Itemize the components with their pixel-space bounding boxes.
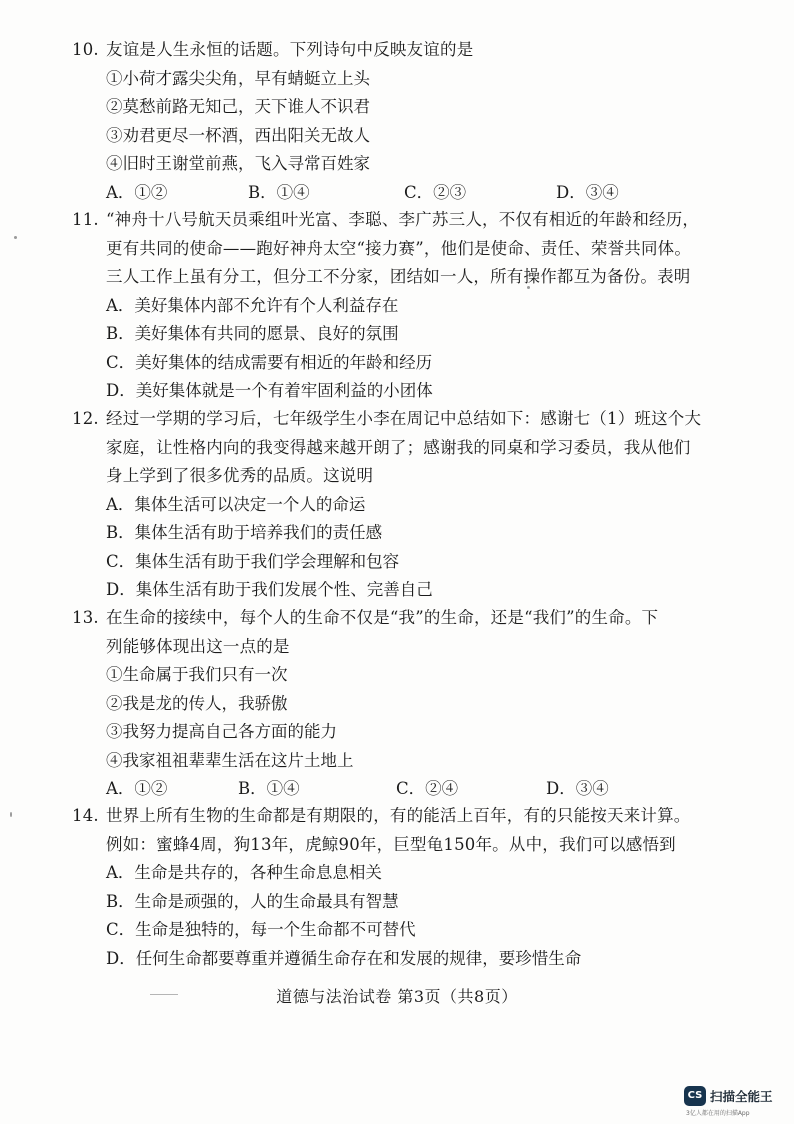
question-stem-line: 友谊是人生永恒的话题。下列诗句中反映友谊的是	[106, 40, 474, 59]
choice-a: A．①②	[106, 182, 168, 202]
choice-a: A．集体生活可以决定一个人的命运	[106, 494, 366, 514]
page-footer: 道德与法治试卷 第3页（共8页）	[276, 987, 518, 1006]
choice-c: C．②③	[404, 182, 467, 202]
choice-b: B．美好集体有共同的愿景、良好的氛围	[106, 324, 399, 343]
question-stem	[72, 405, 712, 434]
choice-a: A．美好集体内部不允许有个人利益存在	[106, 295, 399, 315]
scanner-name: 扫描全能王	[710, 1089, 773, 1104]
answer-choices	[72, 775, 712, 804]
question-stem-line: 例如：蜜蜂4周，狗13年，虎鲸90年，巨型龟150年。从中，我们可以感悟到	[106, 834, 676, 854]
statement-item: ④旧时王谢堂前燕，飞入寻常百姓家	[106, 154, 370, 173]
scan-speck	[14, 236, 17, 239]
choice-d: D．③④	[546, 779, 609, 798]
question-stem	[72, 802, 712, 831]
answer-choices	[72, 179, 712, 208]
question-number: 12.	[72, 409, 99, 428]
question-stem-line: 在生命的接续中，每个人的生命不仅是“我”的生命，还是“我们”的生命。下	[106, 608, 659, 627]
question-number: 13.	[72, 608, 99, 627]
choice-b: B．①④	[238, 779, 300, 798]
question-stem-line: 经过一学期的学习后，七年级学生小李在周记中总结如下：感谢七（1）班这个大	[106, 409, 702, 428]
question-stem-line: 家庭，让性格内向的我变得越来越开朗了；感谢我的同桌和学习委员，我从他们	[106, 437, 691, 457]
choice-b: B．生命是顽强的，人的生命最具有智慧	[106, 891, 399, 911]
scanner-watermark	[684, 1086, 790, 1120]
choice-b: B．①④	[248, 182, 310, 202]
choice-a: A．生命是共存的，各种生命息息相关	[106, 863, 382, 882]
scan-speck	[527, 286, 530, 289]
question-stem-line: 更有共同的使命——跑好神舟太空“接力赛”，他们是使命、责任、荣誉共同体。	[106, 238, 692, 258]
statement-item: ②我是龙的传人，我骄傲	[106, 693, 288, 713]
choice-d: D．任何生命都要尊重并遵循生命存在和发展的规律，要珍惜生命	[106, 948, 582, 968]
question-number: 10.	[72, 40, 99, 59]
question-stem-line: 三人工作上虽有分工，但分工不分家，团结如一人，所有操作都互为备份。表明	[106, 267, 691, 286]
question-stem-line: 列能够体现出这一点的是	[106, 636, 290, 656]
choice-c: C．生命是独特的，每一个生命都不可替代	[106, 920, 416, 939]
choice-a: A．①②	[106, 779, 168, 798]
choice-d: D．美好集体就是一个有着牢固利益的小团体	[106, 381, 433, 400]
question-10	[72, 36, 712, 207]
question-stem	[72, 36, 712, 65]
scanner-logo-icon: CS	[684, 1086, 706, 1106]
question-stem-line: 身上学到了很多优秀的品质。这说明	[106, 466, 374, 485]
scanner-tagline: 3亿人都在用的扫描App	[686, 1110, 750, 1117]
question-stem	[72, 604, 712, 633]
question-14	[72, 802, 712, 973]
statement-item: ③劝君更尽一杯酒，西出阳关无故人	[106, 125, 370, 145]
question-number: 14.	[72, 806, 99, 825]
choice-d: D．③④	[556, 182, 619, 202]
statement-item: ②莫愁前路无知己，天下谁人不识君	[106, 97, 370, 116]
statement-item: ①小荷才露尖尖角，早有蜻蜓立上头	[106, 68, 370, 88]
question-number: 11.	[72, 210, 99, 229]
statement-item: ④我家祖祖辈辈生活在这片土地上	[106, 750, 354, 770]
statement-item: ①生命属于我们只有一次	[106, 665, 288, 684]
question-13	[72, 604, 712, 804]
choice-c: C．美好集体的结成需要有相近的年龄和经历	[106, 352, 433, 372]
question-11	[72, 206, 712, 406]
question-12	[72, 405, 712, 605]
statement-item: ③我努力提高自己各方面的能力	[106, 722, 337, 741]
choice-d: D．集体生活有助于我们发展个性、完善自己	[106, 580, 433, 599]
question-stem-line: “神舟十八号航天员乘组叶光富、李聪、李广苏三人，不仅有相近的年龄和经历，	[106, 210, 700, 229]
choice-b: B．集体生活有助于培养我们的责任感	[106, 523, 383, 542]
choice-c: C．集体生活有助于我们学会理解和包容	[106, 551, 400, 571]
choice-c: C．②④	[396, 779, 459, 798]
question-stem-line: 世界上所有生物的生命都是有期限的，有的能活上百年，有的只能按天来计算。	[106, 806, 691, 825]
scan-speck	[10, 812, 12, 817]
question-stem	[72, 206, 712, 235]
